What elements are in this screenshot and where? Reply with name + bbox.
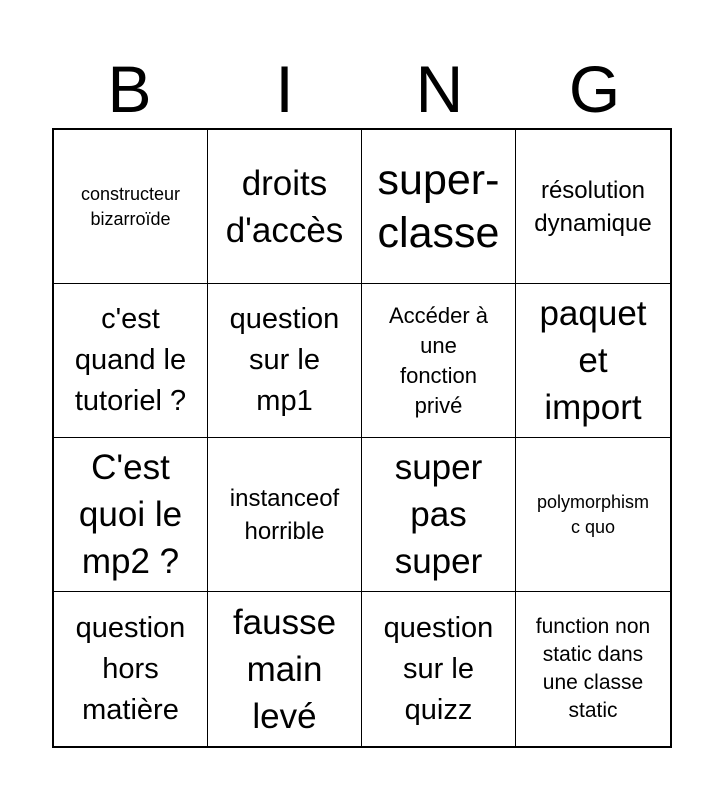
cell-text: fausse main levé [232,602,337,736]
bingo-cell[interactable] [362,284,516,438]
bingo-cell[interactable] [516,592,670,746]
cell-text: function non static dans une classe static [535,615,651,722]
header-letter-b: B [107,52,152,126]
bingo-cell[interactable] [54,592,208,746]
cell-text: super pas super [394,448,483,581]
cell-text: Accéder à une fonction privé [388,302,489,418]
cell-text: instanceof horrible [229,484,340,545]
bingo-cell[interactable] [516,130,670,284]
bingo-cell[interactable] [362,592,516,746]
cell-text: question sur le quizz [383,611,494,726]
bingo-cell[interactable] [54,130,208,284]
bingo-cell[interactable] [516,438,670,592]
bingo-cell[interactable] [54,438,208,592]
bingo-cell[interactable] [208,130,362,284]
cell-text: C'est quoi le mp2 ? [78,448,183,581]
bingo-header [52,50,672,128]
bingo-cell[interactable] [208,592,362,746]
cell-text: constructeur bizarroïde [80,183,181,229]
bingo-cell[interactable] [208,438,362,592]
bingo-board [52,128,672,748]
bingo-cell[interactable] [208,284,362,438]
bingo-cell[interactable] [362,438,516,592]
cell-text: résolution dynamique [534,176,652,237]
cell-text: super- classe [377,155,500,257]
bingo-cell[interactable] [516,284,670,438]
cell-text: paquet et import [539,294,647,427]
header-letter-g: G [568,52,621,126]
cell-text: droits d'accès [225,163,344,250]
bingo-cell[interactable] [362,130,516,284]
header-letter-i: I [275,52,294,126]
cell-text: question sur le mp1 [229,303,340,417]
cell-text: c'est quand le tutoriel ? [74,303,187,417]
cell-text: question hors matière [75,611,186,726]
cell-text: polymorphism c quo [536,491,650,537]
bingo-cell[interactable] [54,284,208,438]
header-letter-n: N [415,52,464,126]
